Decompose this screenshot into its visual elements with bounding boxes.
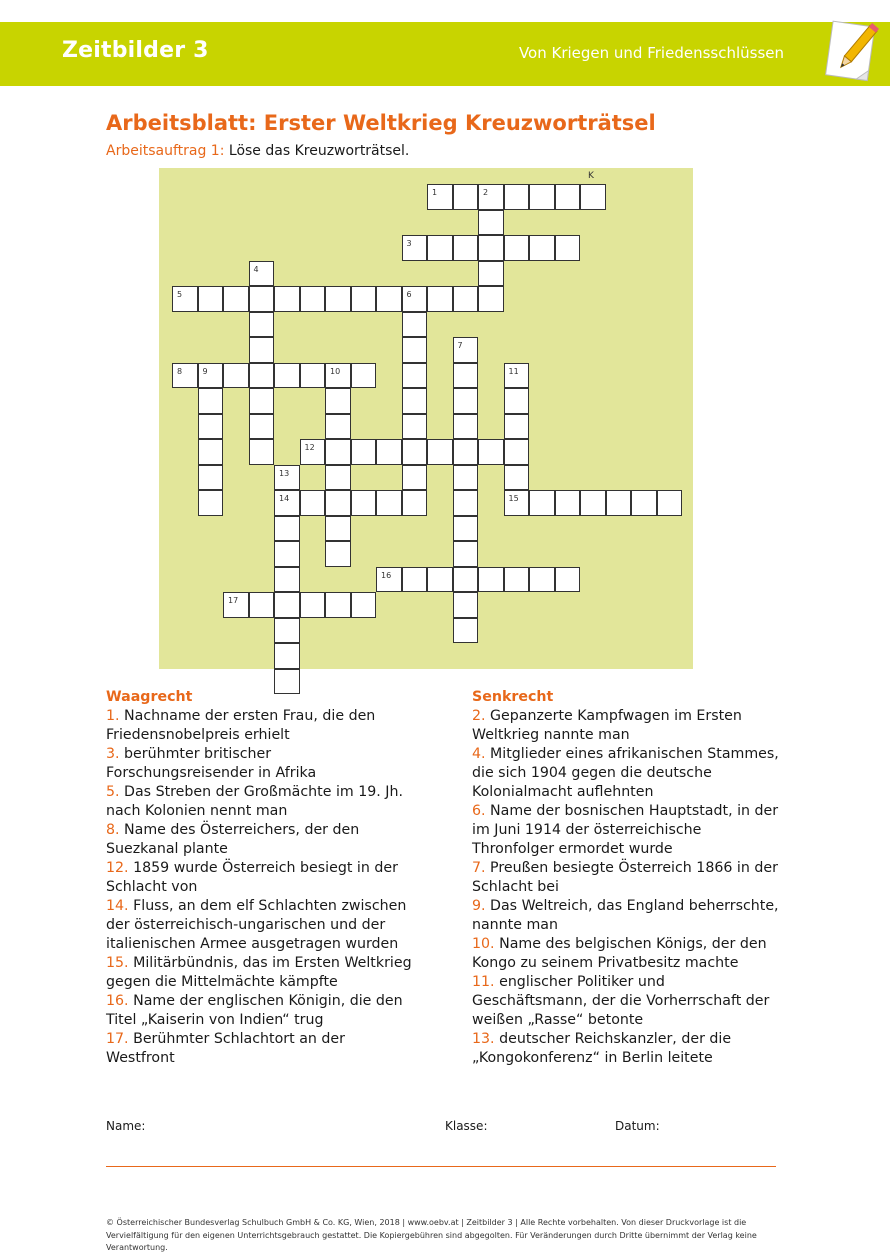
crossword-cell[interactable] [504,414,530,440]
crossword-cell[interactable] [453,388,479,414]
crossword-cell[interactable] [478,235,504,261]
crossword-cell[interactable] [300,439,326,465]
crossword-cell[interactable] [274,618,300,644]
crossword-cell[interactable] [274,592,300,618]
cell-number: 12 [304,443,315,452]
crossword-cell[interactable] [223,363,249,389]
clue-number: 7. [472,860,486,876]
crossword-cell[interactable] [427,567,453,593]
crossword-cell[interactable] [325,414,351,440]
clue-number: 11. [472,974,495,990]
clue-item [106,1030,416,1068]
header-subtitle: Von Kriegen und Friedensschlüssen [518,44,784,62]
crossword-cell[interactable] [453,363,479,389]
crossword-cell[interactable] [427,184,453,210]
clue-number: 17. [106,1031,129,1047]
crossword-cell[interactable] [249,312,275,338]
crossword-cell[interactable] [274,643,300,669]
down-heading: Senkrecht [472,689,554,705]
clue-text: Name des belgischen Königs, der den Kongo zu seinem Privatbesitz machte [472,936,767,971]
clue-item [106,897,416,954]
crossword-cell[interactable] [453,286,479,312]
crossword-cell[interactable] [325,592,351,618]
crossword-cell[interactable] [198,439,224,465]
cell-number: 11 [508,366,519,376]
crossword-cell[interactable] [529,235,555,261]
cell-number: 7 [457,341,463,350]
crossword-cell[interactable] [657,490,683,516]
crossword-cell[interactable] [325,439,351,465]
clue-text: deutscher Reichskanzler, der die „Kongokonferenz“ in Berlin leitete [472,1031,732,1066]
crossword-cell[interactable] [402,312,428,338]
crossword-cell[interactable] [300,363,326,389]
clue-item [472,802,782,859]
cell-number: 1 [432,188,438,197]
crossword-cell[interactable] [402,337,428,363]
clue-text: Berühmter Schlachtort an der Westfront [106,1031,345,1066]
across-clues [106,688,416,1068]
clue-text: Mitglieder eines afrikanischen Stammes, die sich 1904 gegen die deutsche Kolonialmacht auflehnten [472,746,779,800]
crossword-cell[interactable] [274,286,300,312]
crossword-cell[interactable] [198,465,224,491]
clue-item [106,992,416,1030]
crossword-cell[interactable] [223,592,249,618]
crossword-cell[interactable] [402,567,428,593]
down-clues [472,688,782,1068]
crossword-cell[interactable] [453,592,479,618]
clue-text: Fluss, an dem elf Schlachten zwischen der österreichisch-ungarischen und der italienischen Armee ausgetragen wurden [106,898,407,952]
clue-number: 1. [106,708,120,724]
crossword-cell[interactable] [504,567,530,593]
cell-number: 6 [406,290,412,299]
crossword-cell[interactable] [249,414,275,440]
crossword-cell[interactable] [351,286,377,312]
crossword-cell[interactable] [529,490,555,516]
clue-text: Gepanzerte Kampfwagen im Ersten Weltkrieg nannte man [472,708,742,743]
clue-text: Nachname der ersten Frau, die den Friedensnobelpreis erhielt [106,708,376,743]
crossword-cell[interactable] [631,490,657,516]
crossword-cell[interactable] [478,439,504,465]
crossword-cell[interactable] [555,490,581,516]
cell-number: 16 [381,570,392,580]
crossword-cell[interactable] [453,337,479,363]
crossword-cell[interactable] [580,490,606,516]
clue-text: Das Streben der Großmächte im 19. Jh. nach Kolonien nennt man [106,784,403,819]
crossword-cell[interactable] [555,235,581,261]
crossword-cell[interactable] [325,363,351,389]
task-instruction [106,143,409,159]
crossword-cell[interactable] [300,490,326,516]
crossword-cell[interactable] [504,490,530,516]
crossword-cell[interactable] [478,261,504,287]
task-label: Arbeitsauftrag 1: [106,143,225,159]
crossword-cell[interactable] [453,414,479,440]
crossword-cell[interactable] [198,490,224,516]
clue-item [106,783,416,821]
crossword-cell[interactable] [427,235,453,261]
crossword-cell[interactable] [453,490,479,516]
clue-number: 8. [106,822,120,838]
crossword-cell[interactable] [274,363,300,389]
clue-item [472,707,782,745]
crossword-cell[interactable] [249,261,275,287]
clue-number: 13. [472,1031,495,1047]
klasse-label: Klasse: [445,1119,488,1133]
clue-item [106,954,416,992]
pencil-note-icon [820,16,882,88]
crossword-cell[interactable] [402,286,428,312]
crossword-cell[interactable] [325,541,351,567]
copyright-footer: © Österreichischer Bundesverlag Schulbuch GmbH & Co. KG, Wien, 2018 | www.oebv.at | Zeitbilder 3 | Alle Rechte vorbehalten. Von dieser Druckvorlage ist die Vervielfältigung für den eigenen Unterrichtsgebrauch gestattet. Die Kopiergebühren sind abgegolten. Für Veränderungen durch Dritte übernimmt der Verlag keine Verantwortung. [106,1218,757,1252]
crossword-cell[interactable] [402,363,428,389]
crossword-cell[interactable] [249,363,275,389]
crossword-cell[interactable] [249,388,275,414]
crossword-cell[interactable] [504,439,530,465]
clue-number: 12. [106,860,129,876]
clue-item [472,897,782,935]
crossword-cell[interactable] [274,490,300,516]
crossword-cell[interactable] [274,516,300,542]
clue-text: Name der bosnischen Hauptstadt, in der im Juni 1914 der österreichische Thronfolger ermordet wurde [472,803,779,857]
crossword-cell[interactable] [529,184,555,210]
crossword-cell[interactable] [351,592,377,618]
crossword-cell[interactable] [249,439,275,465]
cell-number: 17 [228,596,239,605]
crossword-cell[interactable] [478,210,504,236]
clue-number: 5. [106,784,120,800]
clue-text: Name des Österreichers, der den Suezkanal plante [106,822,360,857]
crossword-cell[interactable] [402,388,428,414]
corner-mark: K [588,171,594,181]
clue-number: 15. [106,955,129,971]
clue-number: 6. [472,803,486,819]
crossword-cell[interactable] [504,465,530,491]
crossword-cell[interactable] [478,286,504,312]
crossword-cell[interactable] [198,286,224,312]
clue-text: englischer Politiker und Geschäftsmann, der die Vorherrschaft der weißen „Rasse“ betonte [472,974,770,1028]
crossword-cell[interactable] [325,490,351,516]
cell-number: 10 [330,366,341,376]
crossword-cell[interactable] [402,465,428,491]
clue-text: Name der englischen Königin, die den Titel „Kaiserin von Indien“ trug [106,993,403,1028]
crossword-cell[interactable] [529,567,555,593]
crossword-cell[interactable] [274,465,300,491]
crossword-cell[interactable] [580,184,606,210]
signature-line [106,1166,776,1167]
crossword-cell[interactable] [223,286,249,312]
crossword-cell[interactable] [453,235,479,261]
clue-number: 16. [106,993,129,1009]
page-title: Arbeitsblatt: Erster Weltkrieg Kreuzworträtsel [106,111,656,135]
crossword-cell[interactable] [325,388,351,414]
crossword-cell[interactable] [504,184,530,210]
crossword-cell[interactable] [249,286,275,312]
crossword-cell[interactable] [274,567,300,593]
cell-number: 15 [508,494,519,503]
crossword-cell[interactable] [325,286,351,312]
datum-label: Datum: [615,1119,660,1133]
crossword-cell[interactable] [402,414,428,440]
clue-number: 9. [472,898,486,914]
crossword-cell[interactable] [402,490,428,516]
clue-number: 2. [472,708,486,724]
cell-number: 9 [202,366,208,376]
crossword-cell[interactable] [453,516,479,542]
clue-item [106,745,416,783]
clue-number: 4. [472,746,486,762]
crossword-cell[interactable] [478,567,504,593]
crossword-cell[interactable] [376,286,402,312]
crossword-cell[interactable] [325,465,351,491]
cell-number: 3 [406,239,412,248]
clue-item [472,745,782,802]
crossword-cell[interactable] [453,184,479,210]
clue-number: 14. [106,898,129,914]
crossword-cell[interactable] [376,567,402,593]
crossword-cell[interactable] [249,337,275,363]
crossword-cell[interactable] [325,516,351,542]
crossword-cell[interactable] [478,184,504,210]
crossword-cell[interactable] [402,235,428,261]
crossword-cell[interactable] [606,490,632,516]
clue-text: Das Weltreich, das England beherrschte, nannte man [472,898,779,933]
cell-number: 2 [483,188,489,197]
crossword-cell[interactable] [453,465,479,491]
clue-item [106,821,416,859]
clue-text: 1859 wurde Österreich besiegt in der Schlacht von [106,860,398,895]
crossword-cell[interactable] [427,286,453,312]
clue-text: Militärbündnis, das im Ersten Weltkrieg gegen die Mittelmächte kämpfte [106,955,412,990]
crossword-cell[interactable] [453,439,479,465]
crossword-cell[interactable] [300,592,326,618]
crossword-cell[interactable] [555,567,581,593]
brand-title: Zeitbilder 3 [62,38,209,63]
clue-item [472,1030,782,1068]
cell-number: 5 [177,290,183,299]
name-label: Name: [106,1119,146,1133]
clue-item [472,859,782,897]
crossword-cell[interactable] [172,363,198,389]
cell-number: 8 [177,366,183,376]
crossword-cell[interactable] [172,286,198,312]
crossword-cell[interactable] [402,439,428,465]
crossword-cell[interactable] [453,618,479,644]
clue-item [106,707,416,745]
clue-item [106,859,416,897]
across-heading: Waagrecht [106,689,193,705]
crossword-cell[interactable] [198,414,224,440]
clue-number: 10. [472,936,495,952]
crossword-cell[interactable] [555,184,581,210]
cell-number: 4 [253,264,259,274]
crossword-cell[interactable] [427,439,453,465]
crossword-cell[interactable] [504,363,530,389]
crossword-cell[interactable] [274,541,300,567]
clue-number: 3. [106,746,120,762]
crossword-cell[interactable] [198,363,224,389]
crossword-cell[interactable] [351,490,377,516]
crossword-cell[interactable] [249,592,275,618]
clue-text: Preußen besiegte Österreich 1866 in der Schlacht bei [472,860,778,895]
crossword-cell[interactable] [504,388,530,414]
clue-item [472,973,782,1030]
task-text: Löse das Kreuzworträtsel. [228,143,410,159]
crossword-cell[interactable] [300,286,326,312]
clue-text: berühmter britischer Forschungsreisender in Afrika [106,746,317,781]
crossword-cell[interactable] [453,567,479,593]
crossword-cell[interactable] [351,363,377,389]
cell-number: 13 [279,468,290,478]
crossword-cell[interactable] [376,490,402,516]
crossword-cell[interactable] [198,388,224,414]
crossword-cell[interactable] [504,235,530,261]
crossword-cell[interactable] [351,439,377,465]
cell-number: 14 [279,494,290,503]
crossword-cell[interactable] [453,541,479,567]
crossword-cell[interactable] [376,439,402,465]
clue-item [472,935,782,973]
